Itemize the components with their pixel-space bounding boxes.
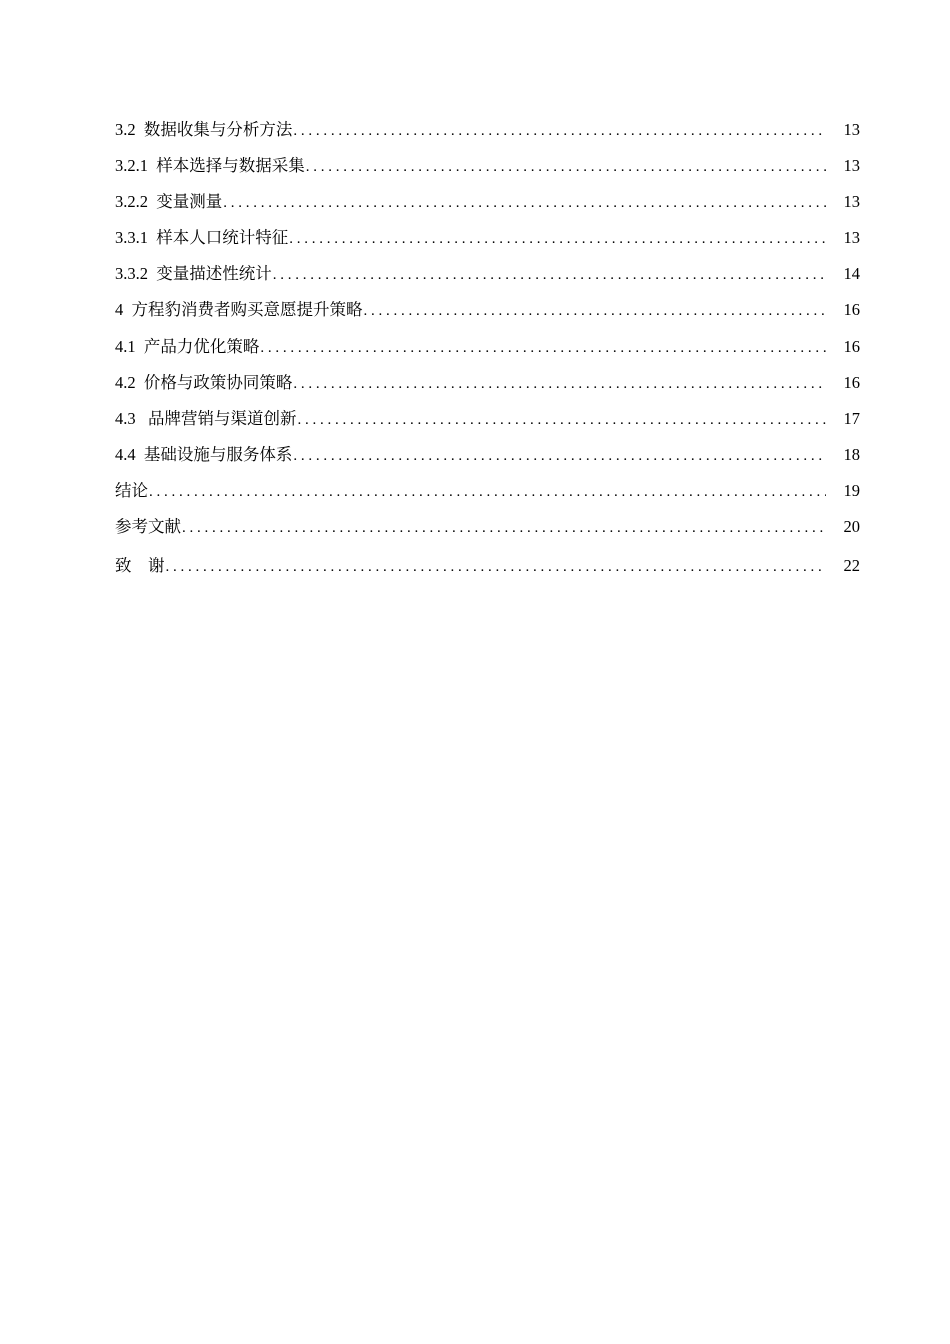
toc-entry-label: 4.4 基础设施与服务体系 <box>115 444 293 464</box>
toc-entry-page: 14 <box>843 264 860 284</box>
toc-entry-page: 16 <box>843 336 860 356</box>
toc-dot-leader <box>292 370 826 398</box>
toc-dot-leader <box>222 189 826 217</box>
toc-entry[interactable] <box>115 116 860 152</box>
toc-entry-label: 3.2 数据收集与分析方法 <box>115 120 293 139</box>
toc-entry-page: 13 <box>843 156 860 176</box>
toc-dot-leader <box>297 406 827 434</box>
toc-dot-leader <box>292 442 826 470</box>
toc-entry-label: 4.2 价格与政策协同策略 <box>115 372 293 392</box>
toc-entry-page: 20 <box>843 517 860 537</box>
toc-entry-label: 致 谢 <box>115 556 165 576</box>
toc-entry-label: 3.2.2 变量测量 <box>115 192 223 212</box>
toc-entry-label: 结论 <box>115 480 148 500</box>
toc-entry-page: 13 <box>843 120 860 139</box>
toc-entry[interactable] <box>115 405 860 441</box>
toc-dot-leader <box>305 153 826 181</box>
toc-dot-leader <box>363 297 827 325</box>
toc-entry[interactable] <box>115 296 860 332</box>
toc-entry-page: 16 <box>843 300 860 320</box>
toc-entry-page: 16 <box>843 372 860 392</box>
toc-entry[interactable] <box>115 260 860 296</box>
toc-entry[interactable] <box>115 333 860 369</box>
toc-entry-page: 22 <box>843 556 860 576</box>
toc-entry[interactable] <box>115 552 860 588</box>
toc-entry[interactable] <box>115 224 860 260</box>
toc-entry[interactable] <box>115 152 860 188</box>
toc-entry[interactable] <box>115 477 860 513</box>
toc-entry-page: 18 <box>843 444 860 464</box>
toc-dot-leader <box>259 334 826 362</box>
toc-entry-label: 3.3.1 样本人口统计特征 <box>115 228 289 248</box>
toc-entry-label: 4.3 品牌营销与渠道创新 <box>115 408 297 428</box>
toc-entry[interactable] <box>115 369 860 405</box>
toc-dot-leader <box>292 117 826 145</box>
toc-entry-label: 4.1 产品力优化策略 <box>115 336 260 356</box>
toc-entry-page: 17 <box>843 408 860 428</box>
toc-entry-page: 19 <box>843 480 860 500</box>
toc-entry-label: 参考文献 <box>115 517 181 537</box>
toc-entry-label: 3.3.2 变量描述性统计 <box>115 264 272 284</box>
toc-entry-label: 3.2.1 样本选择与数据采集 <box>115 156 305 176</box>
toc-entry-page: 13 <box>843 228 860 248</box>
toc-entry[interactable] <box>115 441 860 477</box>
toc-dot-leader <box>272 261 826 289</box>
toc-dot-leader <box>288 225 826 253</box>
toc-entry[interactable] <box>115 188 860 224</box>
toc-entry-page: 13 <box>843 192 860 212</box>
toc-dot-leader <box>148 478 826 506</box>
table-of-contents <box>115 116 860 588</box>
toc-entry-label: 4 方程豹消费者购买意愿提升策略 <box>115 300 363 320</box>
toc-dot-leader <box>165 553 827 581</box>
toc-entry[interactable] <box>115 513 860 549</box>
toc-dot-leader <box>181 514 826 542</box>
